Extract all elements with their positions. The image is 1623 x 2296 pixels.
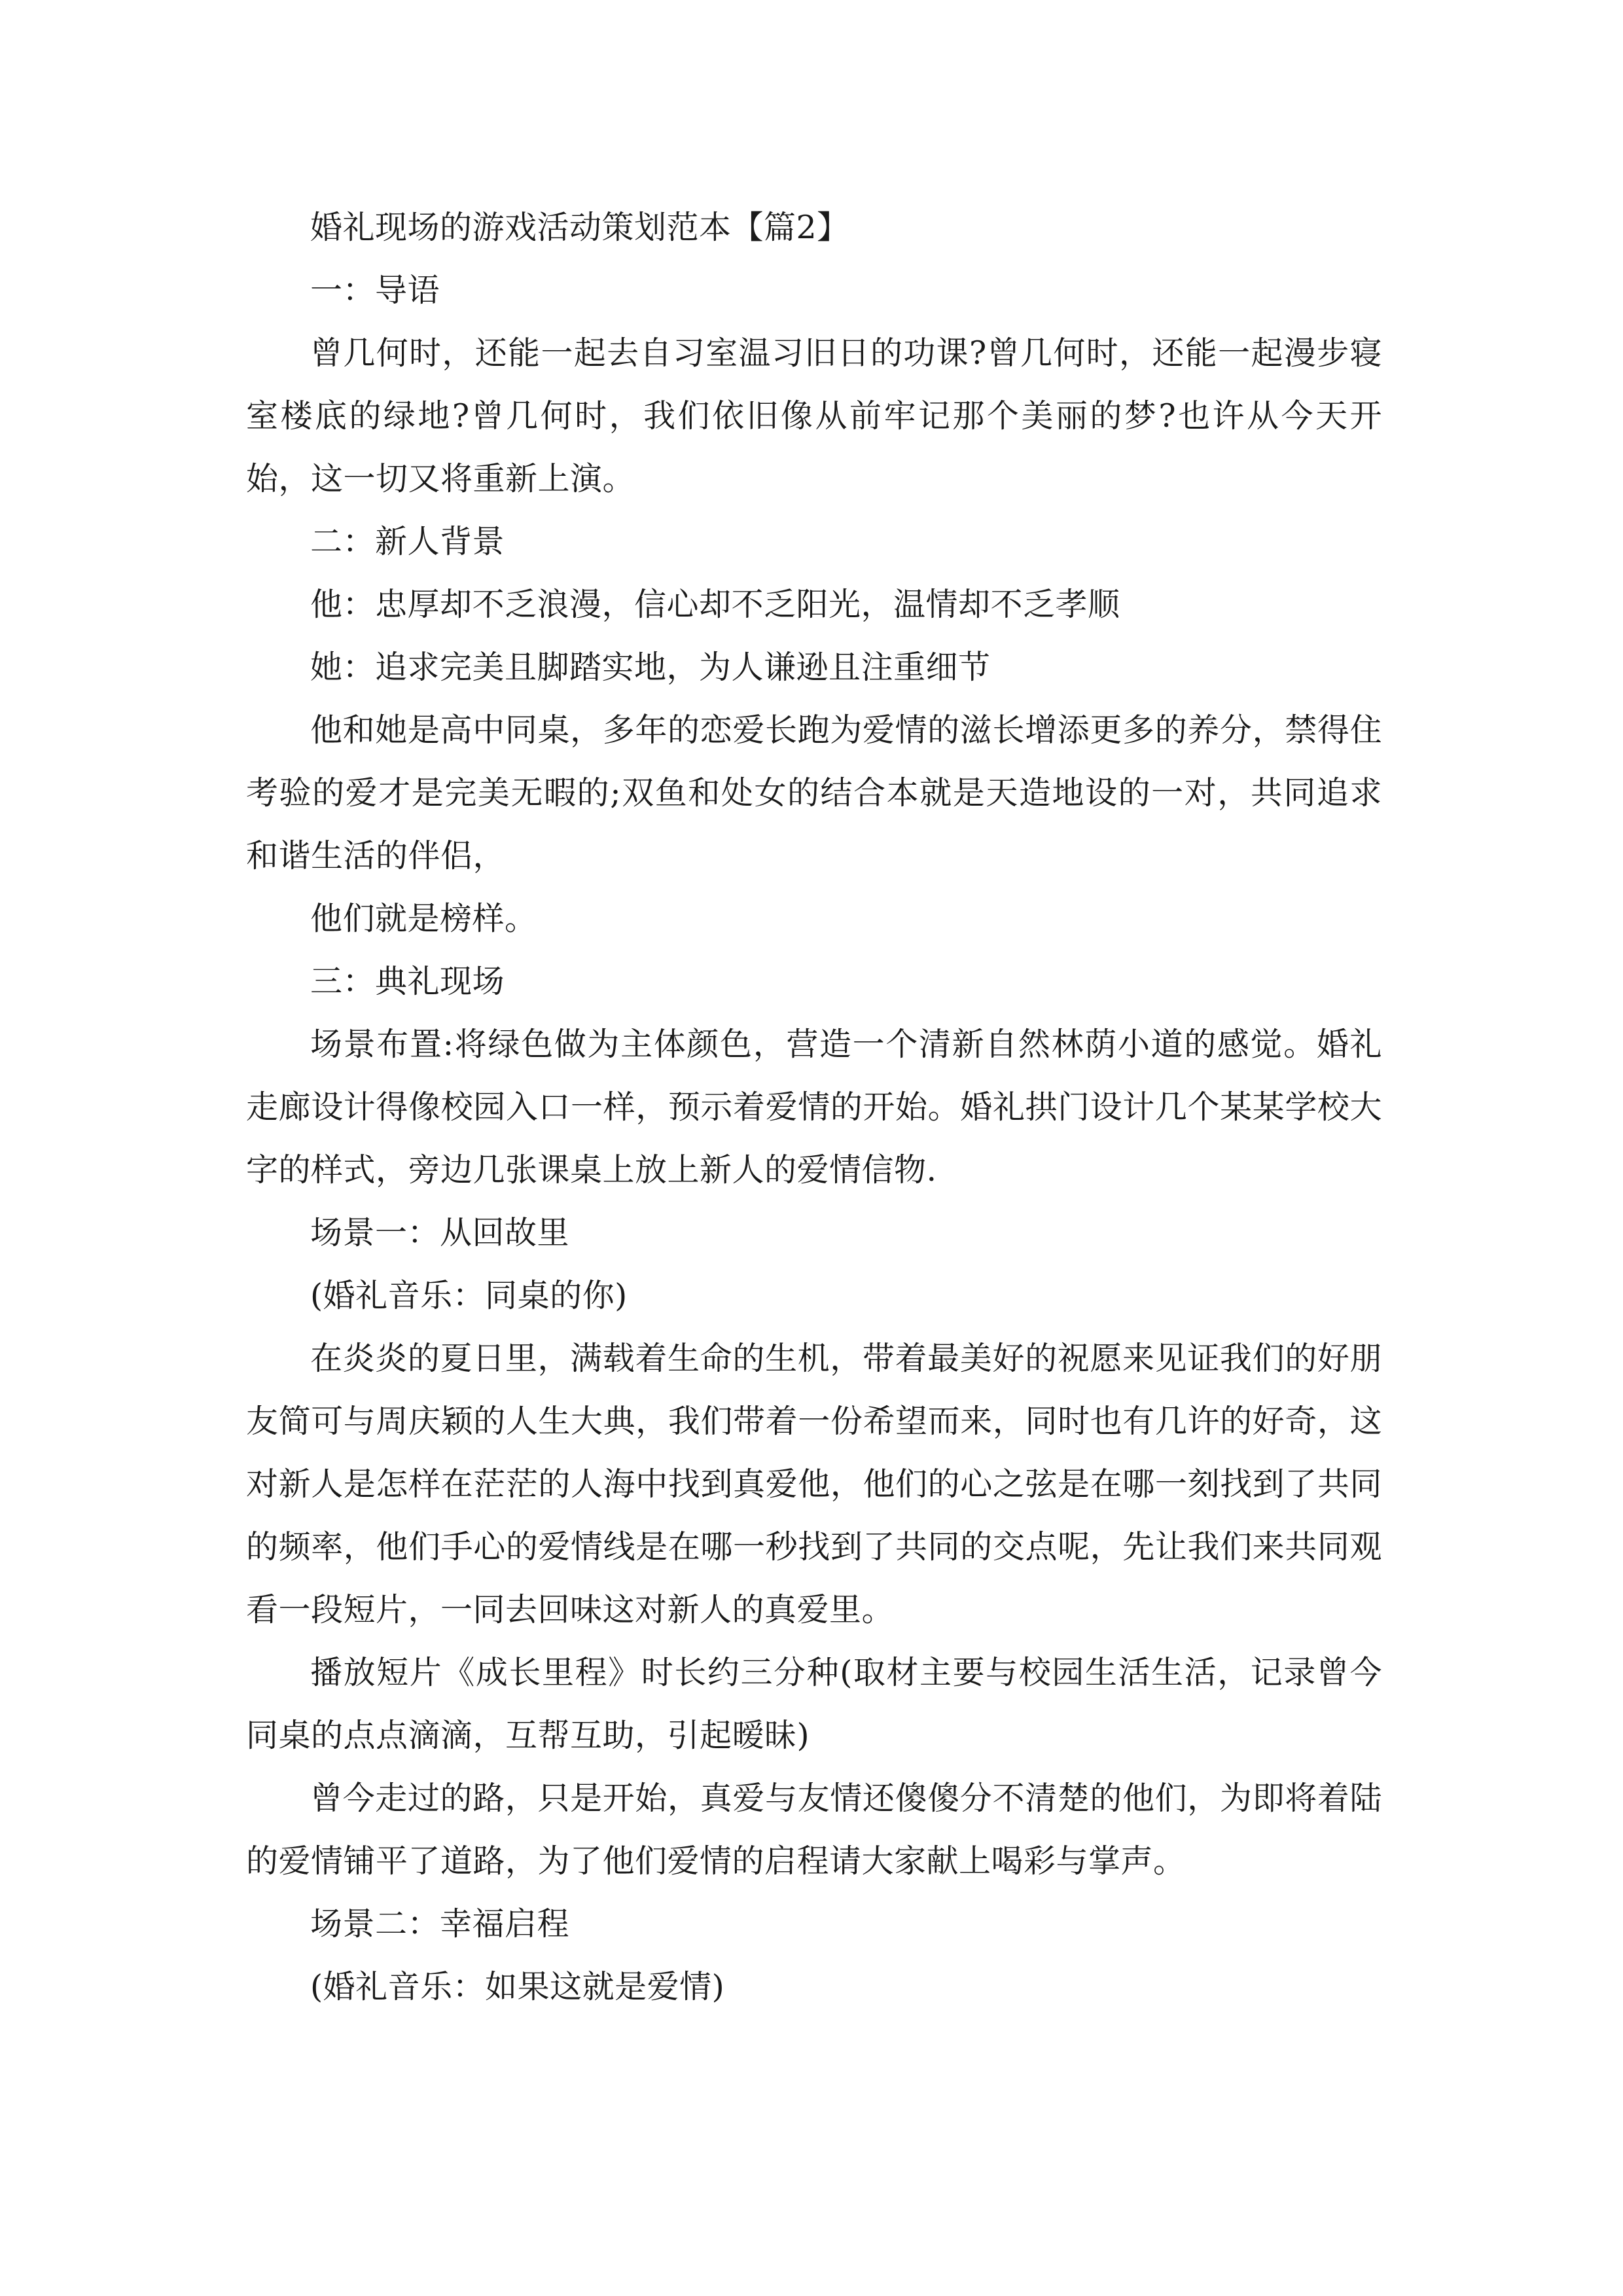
section-heading-background: 二：新人背景 <box>310 523 505 560</box>
paragraph: 播放短片《成长里程》时长约三分种(取材主要与校园生活生活，记录曾今同桌的点点滴滴，互帮互助，引起暧昧) <box>246 1654 1382 1754</box>
paragraph: 他和她是高中同桌，多年的恋爱长跑为爱情的滋长增添更多的养分，禁得住考验的爱才是完美无暇的;双鱼和处女的结合本就是天造地设的一对，共同追求和谐生活的伴侣， <box>246 711 1382 874</box>
paragraph: 他：忠厚却不乏浪漫，信心却不乏阳光，温情却不乏孝顺 <box>310 586 1120 623</box>
document-title: 婚礼现场的游戏活动策划范本【篇2】 <box>310 209 849 246</box>
paragraph: 曾几何时，还能一起去自习室温习旧日的功课?曾几何时，还能一起漫步寝室楼底的绿地?曾几何时，我们依旧像从前牢记那个美丽的梦?也许从今天开始，这一切又将重新上演。 <box>246 334 1382 497</box>
paragraph: 场景布置:将绿色做为主体颜色，营造一个清新自然林荫小道的感觉。婚礼走廊设计得像校园入口一样，预示着爱情的开始。婚礼拱门设计几个某某学校大字的样式，旁边几张课桌上放上新人的爱情信物. <box>246 1026 1382 1189</box>
document-body <box>246 196 1382 2018</box>
paragraph: 曾今走过的路，只是开始，真爱与友情还傻傻分不清楚的他们，为即将着陆的爱情铺平了道路，为了他们爱情的启程请大家献上喝彩与掌声。 <box>246 1780 1382 1880</box>
paragraph: 他们就是榜样。 <box>310 900 537 937</box>
music-note: (婚礼音乐：同桌的你) <box>310 1277 628 1314</box>
scene-heading-1: 场景一：从回故里 <box>310 1214 570 1251</box>
section-heading-ceremony: 三：典礼现场 <box>310 963 505 1000</box>
scene-heading-2: 场景二：幸福启程 <box>310 1905 570 1943</box>
section-heading-intro: 一：导语 <box>310 272 440 309</box>
music-note: (婚礼音乐：如果这就是爱情) <box>310 1968 725 2005</box>
paragraph: 在炎炎的夏日里，满载着生命的生机，带着最美好的祝愿来见证我们的好朋友简可与周庆颖的人生大典，我们带着一份希望而来，同时也有几许的好奇，这对新人是怎样在茫茫的人海中找到真爱他，他们的心之弦是在哪一刻找到了共同的频率，他们手心的爱情线是在哪一秒找到了共同的交点呢，先让我们来共同观看一段短片，一同去回味这对新人的真爱里。 <box>246 1340 1382 1628</box>
paragraph: 她：追求完美且脚踏实地，为人谦逊且注重细节 <box>310 649 991 686</box>
